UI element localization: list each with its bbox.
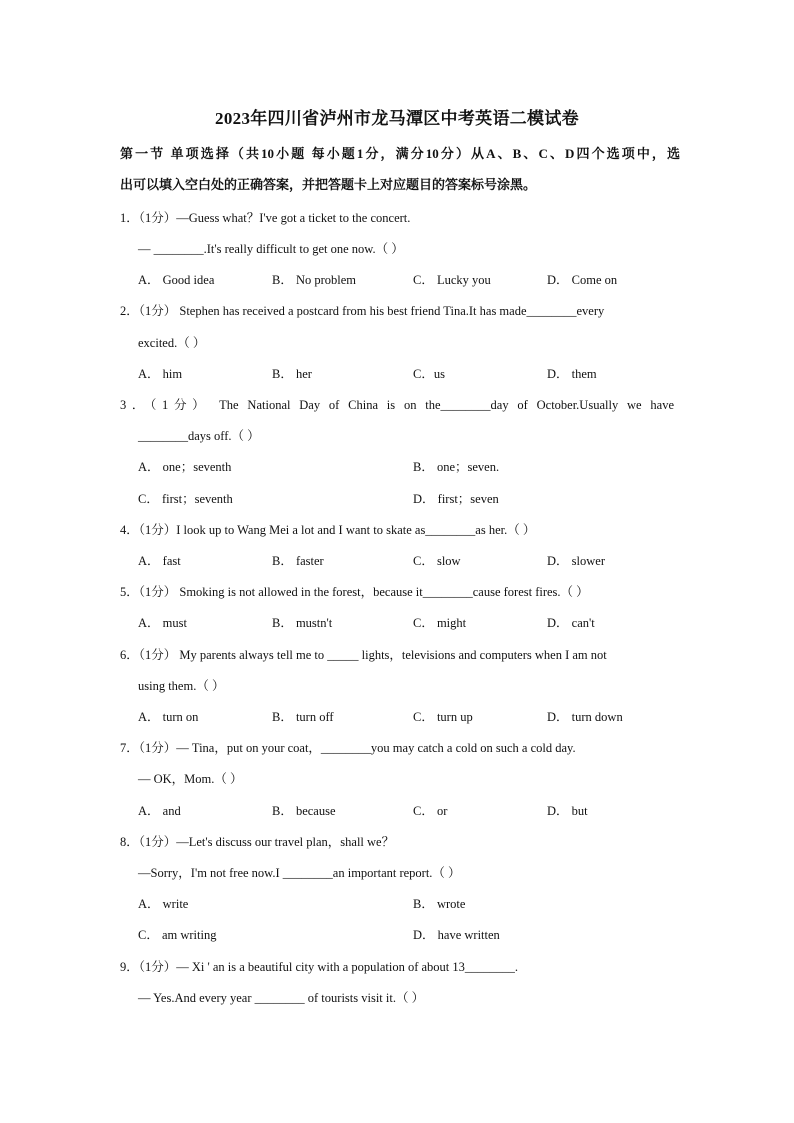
question-7-stem-line-2: — OK，Mom.（ ） bbox=[138, 772, 243, 786]
question-6-option-d[interactable]: D． turn down bbox=[547, 710, 623, 724]
question-7-option-c[interactable]: C． or bbox=[413, 804, 448, 818]
question-6-option-a[interactable]: A． turn on bbox=[138, 710, 199, 724]
question-4-stem: 4．（1分）I look up to Wang Mei a lot and I want to skate as________as her.（ ） bbox=[120, 523, 536, 537]
question-8-stem-line-2: —Sorry，I'm not free now.I ________an important report.（ ） bbox=[138, 866, 461, 880]
question-5-option-c[interactable]: C． might bbox=[413, 616, 467, 630]
question-2-option-c[interactable]: C．us bbox=[413, 367, 445, 381]
question-6-stem-line-2: using them.（ ） bbox=[138, 679, 225, 693]
question-1-option-a[interactable]: A． Good idea bbox=[138, 273, 215, 287]
question-6-stem: 6．（1分） My parents always tell me to _____ lights，televisions and computers when I am not bbox=[120, 648, 607, 662]
question-5-option-d[interactable]: D． can't bbox=[547, 616, 595, 630]
question-5-stem: 5．（1分） Smoking is not allowed in the forest，because it________cause forest fires.（ ） bbox=[120, 585, 589, 599]
section-heading-line-2: 出可以填入空白处的正确答案，并把答题卡上对应题目的答案标号涂黑。 bbox=[120, 177, 537, 192]
page-title: 2023年四川省泸州市龙马潭区中考英语二模试卷 bbox=[215, 109, 579, 128]
question-9-stem-line-2: — Yes.And every year ________ of tourists visit it.（ ） bbox=[138, 991, 425, 1005]
question-1-option-d[interactable]: D． Come on bbox=[547, 273, 618, 287]
section-heading-line-1: 第一节 单项选择（共10小题 每小题1分，满分10分）从A、B、C、D四个选项中，选 bbox=[120, 146, 680, 161]
question-1-stem-line-2: — ________.It's really difficult to get one now.（ ） bbox=[138, 242, 404, 256]
question-2-option-b[interactable]: B． her bbox=[272, 367, 312, 381]
question-7-option-d[interactable]: D． but bbox=[547, 804, 588, 818]
question-2-option-a[interactable]: A． him bbox=[138, 367, 183, 381]
question-5-option-b[interactable]: B． mustn't bbox=[272, 616, 333, 630]
question-8-option-c[interactable]: C． am writing bbox=[138, 928, 217, 942]
question-3-stem-line-2: ________days off.（ ） bbox=[138, 429, 260, 443]
question-8-option-d[interactable]: D． have written bbox=[413, 928, 500, 942]
question-3-option-c[interactable]: C． first；seventh bbox=[138, 492, 233, 506]
question-1-option-c[interactable]: C． Lucky you bbox=[413, 273, 491, 287]
question-7-stem: 7．（1分）— Tina，put on your coat，________you may catch a cold on such a cold day. bbox=[120, 741, 576, 755]
question-2-stem-line-2: excited.（ ） bbox=[138, 336, 206, 350]
question-8-option-a[interactable]: A． write bbox=[138, 897, 189, 911]
question-4-option-d[interactable]: D． slower bbox=[547, 554, 605, 568]
question-7-option-b[interactable]: B． because bbox=[272, 804, 336, 818]
question-2-option-d[interactable]: D． them bbox=[547, 367, 597, 381]
question-4-option-a[interactable]: A． fast bbox=[138, 554, 181, 568]
question-3-option-a[interactable]: A． one；seventh bbox=[138, 460, 232, 474]
question-8-stem: 8．（1分）—Let's discuss our travel plan，shall we？ bbox=[120, 835, 395, 849]
question-8-option-b[interactable]: B． wrote bbox=[413, 897, 466, 911]
question-3-option-b[interactable]: B． one；seven. bbox=[413, 460, 500, 474]
question-4-option-c[interactable]: C． slow bbox=[413, 554, 461, 568]
question-3-option-d[interactable]: D． first；seven bbox=[413, 492, 499, 506]
question-4-option-b[interactable]: B． faster bbox=[272, 554, 324, 568]
question-6-option-b[interactable]: B． turn off bbox=[272, 710, 334, 724]
question-2-stem: 2．（1分） Stephen has received a postcard from his best friend Tina.It has made________every bbox=[120, 304, 605, 318]
question-6-option-c[interactable]: C． turn up bbox=[413, 710, 473, 724]
question-9-stem: 9．（1分）— Xi ' an is a beautiful city with a population of about 13________. bbox=[120, 960, 519, 974]
question-7-option-a[interactable]: A． and bbox=[138, 804, 181, 818]
question-1-option-b[interactable]: B． No problem bbox=[272, 273, 357, 287]
question-3-stem: 3．（1分） The National Day of China is on the________day of October.Usually we have bbox=[120, 398, 674, 412]
question-5-option-a[interactable]: A． must bbox=[138, 616, 187, 630]
question-1-stem: 1．（1分）—Guess what？I've got a ticket to the concert. bbox=[120, 211, 411, 225]
